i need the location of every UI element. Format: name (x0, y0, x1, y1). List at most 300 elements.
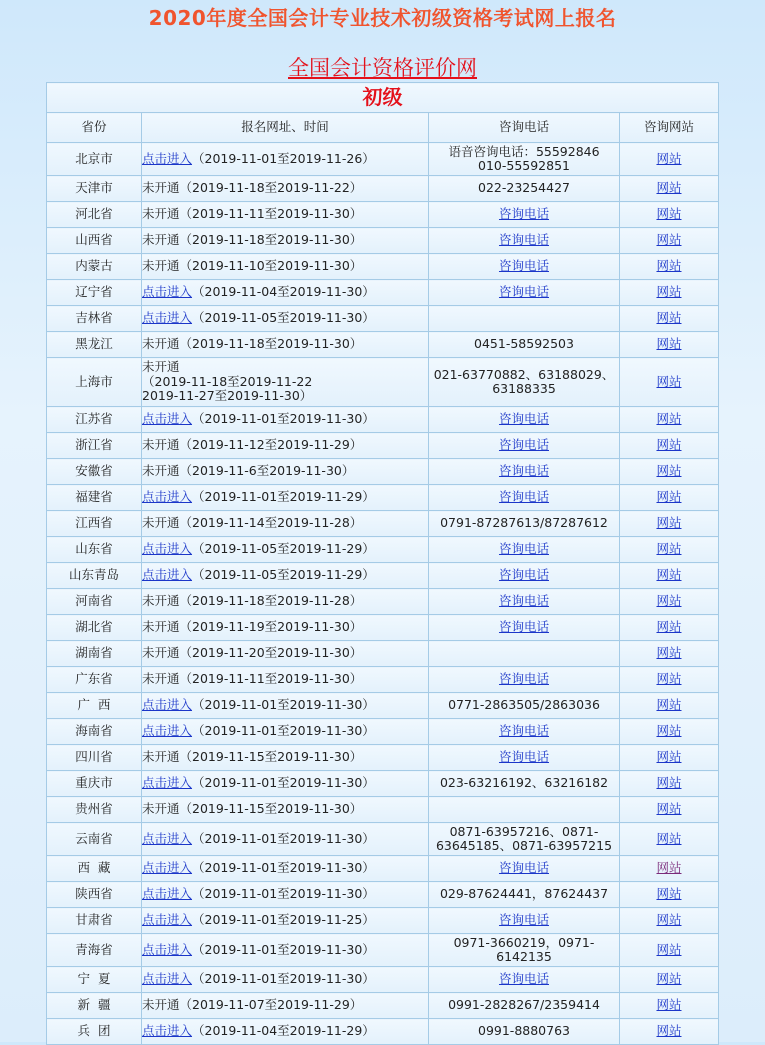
website-link[interactable]: 网站 (656, 886, 682, 902)
website-link[interactable]: 网站 (656, 801, 682, 817)
phone-cell (429, 771, 620, 797)
registration-period: （2019-11-01至2019-11-30） (192, 411, 375, 427)
enter-link[interactable]: 点击进入 (142, 489, 193, 505)
province-cell: 广 西 (47, 693, 142, 719)
enter-link[interactable]: 点击进入 (142, 912, 193, 928)
phone-number: 0991-2828267/2359414 (448, 997, 600, 1013)
registration-period: （2019-11-11至2019-11-30） (179, 671, 363, 687)
registration-period: （2019-11-18至2019-11-22 2019-11-27至2019-11-30） (142, 373, 313, 404)
registration-period: （2019-11-05至2019-11-30） (192, 310, 375, 326)
registration-cell (142, 228, 429, 254)
status-text: 未开通 (142, 258, 180, 274)
website-link[interactable]: 网站 (656, 645, 682, 661)
province-cell: 青海省 (47, 934, 142, 967)
registration-cell (142, 934, 429, 967)
site-link-wrap (0, 52, 765, 82)
website-link[interactable]: 网站 (656, 232, 682, 248)
table-row (47, 797, 719, 823)
registration-period: （2019-11-15至2019-11-30） (179, 801, 363, 817)
registration-cell (142, 433, 429, 459)
status-text: 未开通 (142, 645, 180, 661)
website-cell (620, 641, 719, 667)
province-cell: 山西省 (47, 228, 142, 254)
phone-number: 0971-3660219，0971- 6142135 (453, 934, 595, 964)
status-text: 未开通 (142, 619, 180, 635)
phone-number: 0791-87287613/87287612 (440, 515, 608, 531)
website-cell (620, 306, 719, 332)
website-cell (620, 358, 719, 407)
website-link[interactable]: 网站 (656, 723, 682, 739)
registration-period: （2019-11-18至2019-11-28） (179, 593, 363, 609)
website-cell (620, 143, 719, 176)
website-cell (620, 433, 719, 459)
registration-cell (142, 485, 429, 511)
level-row (47, 83, 719, 113)
phone-cell (429, 993, 620, 1019)
province-cell: 黑龙江 (47, 332, 142, 358)
province-cell: 湖北省 (47, 615, 142, 641)
phone-number: 021-63770882、63188029、 63188335 (433, 366, 615, 396)
registration-cell (142, 254, 429, 280)
phone-link[interactable]: 咨询电话 (498, 541, 549, 557)
registration-period: （2019-11-18至2019-11-30） (179, 232, 363, 248)
website-link[interactable]: 网站 (656, 411, 682, 427)
status-text: 未开通 (142, 463, 180, 479)
phone-cell (429, 332, 620, 358)
phone-cell (429, 306, 620, 332)
province-cell: 贵州省 (47, 797, 142, 823)
registration-cell (142, 823, 429, 856)
registration-period: （2019-11-05至2019-11-29） (192, 567, 375, 583)
table-row (47, 511, 719, 537)
province-cell: 宁 夏 (47, 967, 142, 993)
registration-period: （2019-11-04至2019-11-30） (192, 284, 375, 300)
website-cell (620, 228, 719, 254)
header-province: 省份 (47, 113, 142, 143)
enter-link[interactable]: 点击进入 (142, 723, 193, 739)
table-row (47, 228, 719, 254)
registration-period: （2019-11-04至2019-11-29） (192, 1023, 375, 1039)
website-cell (620, 693, 719, 719)
registration-cell (142, 641, 429, 667)
website-link[interactable]: 网站 (656, 180, 682, 196)
table-row (47, 908, 719, 934)
website-cell (620, 667, 719, 693)
phone-link[interactable]: 咨询电话 (498, 912, 549, 928)
phone-link[interactable]: 咨询电话 (498, 232, 549, 248)
enter-link[interactable]: 点击进入 (142, 971, 193, 987)
phone-link[interactable]: 咨询电话 (498, 284, 549, 300)
registration-cell (142, 563, 429, 589)
table-row (47, 589, 719, 615)
table-row (47, 615, 719, 641)
registration-cell (142, 745, 429, 771)
phone-cell (429, 143, 620, 176)
header-row (47, 113, 719, 143)
table-row (47, 856, 719, 882)
province-cell: 山东青岛 (47, 563, 142, 589)
registration-cell (142, 693, 429, 719)
site-home-link[interactable]: 全国会计资格评价网 (288, 56, 477, 80)
website-link[interactable]: 网站 (656, 997, 682, 1013)
registration-cell (142, 967, 429, 993)
table-row (47, 641, 719, 667)
enter-link[interactable]: 点击进入 (142, 284, 193, 300)
registration-cell (142, 797, 429, 823)
website-cell (620, 511, 719, 537)
enter-link[interactable]: 点击进入 (142, 941, 193, 957)
status-text: 未开通 (142, 180, 180, 196)
registration-cell (142, 856, 429, 882)
registration-period: （2019-11-11至2019-11-30） (179, 206, 363, 222)
enter-link[interactable]: 点击进入 (142, 860, 193, 876)
website-link[interactable]: 网站 (656, 463, 682, 479)
registration-period: （2019-11-01至2019-11-30） (192, 886, 375, 902)
phone-link[interactable]: 咨询电话 (498, 206, 549, 222)
website-link[interactable]: 网站 (656, 912, 682, 928)
website-link[interactable]: 网站 (656, 206, 682, 222)
table-row (47, 993, 719, 1019)
phone-cell (429, 485, 620, 511)
status-text: 未开通 (142, 437, 180, 453)
status-text: 未开通 (142, 593, 180, 609)
website-link[interactable]: 网站 (656, 775, 682, 791)
status-text: 未开通 (142, 336, 180, 352)
table-row (47, 693, 719, 719)
phone-link[interactable]: 咨询电话 (498, 567, 549, 583)
province-cell: 河南省 (47, 589, 142, 615)
registration-period: （2019-11-6至2019-11-30） (179, 463, 355, 479)
phone-number: 0771-2863505/2863036 (448, 697, 600, 713)
website-cell (620, 719, 719, 745)
website-link[interactable]: 网站 (656, 619, 682, 635)
website-link[interactable]: 网站 (656, 373, 682, 389)
website-cell (620, 537, 719, 563)
website-link[interactable]: 网站 (656, 860, 682, 876)
status-text: 未开通 (142, 232, 180, 248)
registration-period: （2019-11-10至2019-11-30） (179, 258, 363, 274)
phone-cell (429, 537, 620, 563)
phone-cell (429, 459, 620, 485)
phone-cell (429, 202, 620, 228)
phone-number: 029-87624441，87624437 (439, 886, 609, 902)
province-cell: 西 藏 (47, 856, 142, 882)
table-row (47, 745, 719, 771)
website-cell (620, 856, 719, 882)
enter-link[interactable]: 点击进入 (142, 411, 193, 427)
phone-cell (429, 563, 620, 589)
province-cell: 江西省 (47, 511, 142, 537)
website-cell (620, 1019, 719, 1045)
phone-cell (429, 641, 620, 667)
province-cell: 浙江省 (47, 433, 142, 459)
phone-cell (429, 693, 620, 719)
website-cell (620, 967, 719, 993)
province-cell: 江苏省 (47, 407, 142, 433)
status-text: 未开通 (142, 359, 180, 375)
website-cell (620, 563, 719, 589)
registration-cell (142, 176, 429, 202)
phone-cell (429, 908, 620, 934)
enter-link[interactable]: 点击进入 (142, 310, 193, 326)
registration-cell (142, 908, 429, 934)
website-cell (620, 280, 719, 306)
enter-link[interactable]: 点击进入 (142, 697, 193, 713)
registration-cell (142, 589, 429, 615)
phone-link[interactable]: 咨询电话 (498, 723, 549, 739)
registration-cell (142, 993, 429, 1019)
province-cell: 天津市 (47, 176, 142, 202)
province-cell: 甘肃省 (47, 908, 142, 934)
website-cell (620, 615, 719, 641)
website-link[interactable]: 网站 (656, 258, 682, 274)
province-cell: 广东省 (47, 667, 142, 693)
phone-link[interactable]: 咨询电话 (498, 593, 549, 609)
registration-period: （2019-11-01至2019-11-30） (192, 860, 375, 876)
province-cell: 重庆市 (47, 771, 142, 797)
table-row (47, 485, 719, 511)
registration-period: （2019-11-01至2019-11-30） (192, 723, 375, 739)
registration-cell (142, 280, 429, 306)
province-cell: 湖南省 (47, 641, 142, 667)
website-cell (620, 254, 719, 280)
phone-cell (429, 934, 620, 967)
registration-cell (142, 407, 429, 433)
phone-cell (429, 797, 620, 823)
phone-cell (429, 882, 620, 908)
registration-period: （2019-11-01至2019-11-30） (192, 830, 375, 846)
province-cell: 吉林省 (47, 306, 142, 332)
phone-number: 023-63216192、63216182 (439, 775, 609, 791)
province-cell: 海南省 (47, 719, 142, 745)
phone-cell (429, 667, 620, 693)
phone-number: 0451-58592503 (474, 336, 574, 352)
province-cell: 新 疆 (47, 993, 142, 1019)
website-link[interactable]: 网站 (656, 437, 682, 453)
phone-link[interactable]: 咨询电话 (498, 671, 549, 687)
website-link[interactable]: 网站 (656, 941, 682, 957)
registration-cell (142, 537, 429, 563)
province-cell: 河北省 (47, 202, 142, 228)
province-cell: 云南省 (47, 823, 142, 856)
website-link[interactable]: 网站 (656, 1023, 682, 1039)
table-row (47, 202, 719, 228)
phone-link[interactable]: 咨询电话 (498, 860, 549, 876)
website-link[interactable]: 网站 (656, 284, 682, 300)
website-link[interactable]: 网站 (656, 593, 682, 609)
registration-cell (142, 771, 429, 797)
phone-link[interactable]: 咨询电话 (498, 411, 549, 427)
table-row (47, 771, 719, 797)
registration-period: （2019-11-18至2019-11-30） (179, 336, 363, 352)
enter-link[interactable]: 点击进入 (142, 150, 193, 166)
phone-cell (429, 358, 620, 407)
website-link[interactable]: 网站 (656, 830, 682, 846)
province-cell: 辽宁省 (47, 280, 142, 306)
registration-cell (142, 511, 429, 537)
enter-link[interactable]: 点击进入 (142, 567, 193, 583)
table-row (47, 882, 719, 908)
province-cell: 北京市 (47, 143, 142, 176)
status-text: 未开通 (142, 671, 180, 687)
registration-cell (142, 143, 429, 176)
enter-link[interactable]: 点击进入 (142, 1023, 193, 1039)
website-link[interactable]: 网站 (656, 697, 682, 713)
header-website: 咨询网站 (620, 113, 719, 143)
header-url-time: 报名网址、时间 (142, 113, 429, 143)
website-cell (620, 993, 719, 1019)
status-text: 未开通 (142, 515, 180, 531)
table-row (47, 1019, 719, 1045)
website-cell (620, 823, 719, 856)
registration-period: （2019-11-01至2019-11-30） (192, 941, 375, 957)
province-cell: 福建省 (47, 485, 142, 511)
website-cell (620, 459, 719, 485)
registration-period: （2019-11-07至2019-11-29） (179, 997, 363, 1013)
header-phone: 咨询电话 (429, 113, 620, 143)
website-link[interactable]: 网站 (656, 671, 682, 687)
status-text: 未开通 (142, 749, 180, 765)
table-row (47, 358, 719, 407)
registration-table (46, 82, 719, 1045)
phone-cell (429, 967, 620, 993)
registration-period: （2019-11-01至2019-11-26） (192, 150, 375, 166)
phone-cell (429, 1019, 620, 1045)
page-title: 2020年度全国会计专业技术初级资格考试网上报名 (148, 6, 617, 30)
website-cell (620, 485, 719, 511)
table-row (47, 254, 719, 280)
phone-cell (429, 433, 620, 459)
website-cell (620, 589, 719, 615)
registration-period: （2019-11-15至2019-11-30） (179, 749, 363, 765)
website-link[interactable]: 网站 (656, 150, 682, 166)
phone-number: 语音咨询电话：55592846 010-55592851 (448, 143, 600, 173)
enter-link[interactable]: 点击进入 (142, 886, 193, 902)
registration-period: （2019-11-12至2019-11-29） (179, 437, 363, 453)
website-link[interactable]: 网站 (656, 336, 682, 352)
registration-cell (142, 1019, 429, 1045)
website-cell (620, 176, 719, 202)
table-row (47, 934, 719, 967)
status-text: 未开通 (142, 206, 180, 222)
province-cell: 兵 团 (47, 1019, 142, 1045)
province-cell: 四川省 (47, 745, 142, 771)
phone-cell (429, 823, 620, 856)
website-cell (620, 332, 719, 358)
province-cell: 内蒙古 (47, 254, 142, 280)
table-row (47, 306, 719, 332)
table-row (47, 823, 719, 856)
status-text: 未开通 (142, 801, 180, 817)
website-cell (620, 934, 719, 967)
website-cell (620, 745, 719, 771)
website-cell (620, 202, 719, 228)
registration-cell (142, 332, 429, 358)
registration-cell (142, 719, 429, 745)
level-title: 初级 (47, 83, 719, 113)
registration-cell (142, 358, 429, 407)
phone-number: 0991-8880763 (478, 1023, 570, 1039)
phone-cell (429, 228, 620, 254)
registration-cell (142, 459, 429, 485)
registration-period: （2019-11-14至2019-11-28） (179, 515, 363, 531)
phone-number: 0871-63957216、0871- 63645185、0871-63957215 (435, 823, 613, 853)
website-link[interactable]: 网站 (656, 310, 682, 326)
registration-period: （2019-11-19至2019-11-30） (179, 619, 363, 635)
phone-link[interactable]: 咨询电话 (498, 258, 549, 274)
table-row (47, 719, 719, 745)
website-link[interactable]: 网站 (656, 489, 682, 505)
registration-period: （2019-11-01至2019-11-30） (192, 971, 375, 987)
status-text: 未开通 (142, 997, 180, 1013)
registration-cell (142, 615, 429, 641)
website-link[interactable]: 网站 (656, 749, 682, 765)
website-link[interactable]: 网站 (656, 515, 682, 531)
table-row (47, 563, 719, 589)
enter-link[interactable]: 点击进入 (142, 830, 193, 846)
website-cell (620, 882, 719, 908)
website-cell (620, 407, 719, 433)
phone-link[interactable]: 咨询电话 (498, 971, 549, 987)
phone-cell (429, 511, 620, 537)
registration-period: （2019-11-01至2019-11-25） (192, 912, 375, 928)
registration-period: （2019-11-01至2019-11-30） (192, 697, 375, 713)
phone-link[interactable]: 咨询电话 (498, 489, 549, 505)
table-row (47, 143, 719, 176)
table-row (47, 459, 719, 485)
phone-cell (429, 280, 620, 306)
registration-period: （2019-11-05至2019-11-29） (192, 541, 375, 557)
phone-cell (429, 589, 620, 615)
registration-cell (142, 202, 429, 228)
phone-link[interactable]: 咨询电话 (498, 463, 549, 479)
website-link[interactable]: 网站 (656, 567, 682, 583)
website-cell (620, 908, 719, 934)
phone-cell (429, 856, 620, 882)
website-cell (620, 797, 719, 823)
website-link[interactable]: 网站 (656, 971, 682, 987)
registration-period: （2019-11-01至2019-11-29） (192, 489, 375, 505)
registration-period: （2019-11-18至2019-11-22） (179, 180, 363, 196)
registration-cell (142, 882, 429, 908)
phone-link[interactable]: 咨询电话 (498, 749, 549, 765)
table-row (47, 176, 719, 202)
phone-link[interactable]: 咨询电话 (498, 619, 549, 635)
phone-cell (429, 615, 620, 641)
table-row (47, 433, 719, 459)
province-cell: 陕西省 (47, 882, 142, 908)
registration-cell (142, 306, 429, 332)
table-row (47, 407, 719, 433)
phone-cell (429, 176, 620, 202)
table-row (47, 667, 719, 693)
website-cell (620, 771, 719, 797)
table-row (47, 537, 719, 563)
enter-link[interactable]: 点击进入 (142, 541, 193, 557)
phone-cell (429, 407, 620, 433)
registration-cell (142, 667, 429, 693)
phone-number: 022-23254427 (478, 180, 570, 196)
phone-link[interactable]: 咨询电话 (498, 437, 549, 453)
table-row (47, 332, 719, 358)
province-cell: 安徽省 (47, 459, 142, 485)
phone-cell (429, 719, 620, 745)
website-link[interactable]: 网站 (656, 541, 682, 557)
enter-link[interactable]: 点击进入 (142, 775, 193, 791)
table-row (47, 280, 719, 306)
phone-cell (429, 745, 620, 771)
registration-period: （2019-11-20至2019-11-30） (179, 645, 363, 661)
